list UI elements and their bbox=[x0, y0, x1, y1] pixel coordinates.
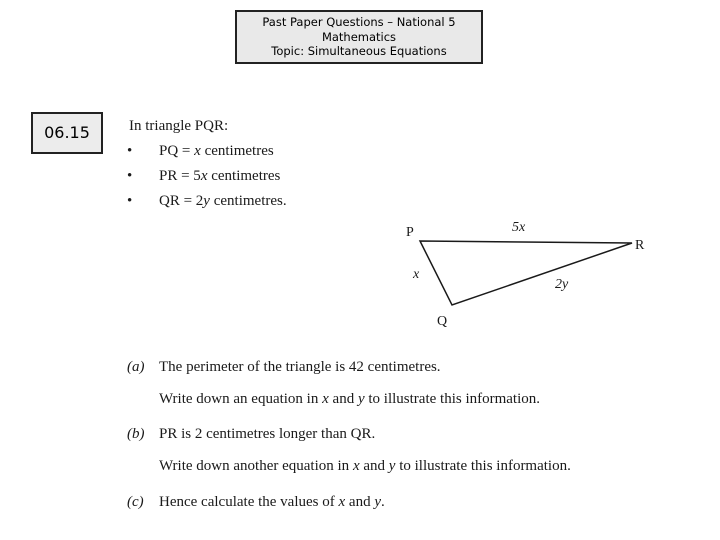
vertex-r-label: R bbox=[635, 238, 645, 253]
part-a-marker: (a) bbox=[127, 359, 145, 375]
part-b-line-1: PR is 2 centimetres longer than QR. bbox=[159, 426, 376, 442]
question-number-box: 06.15 bbox=[31, 112, 103, 154]
bullet-marker: • bbox=[127, 168, 133, 184]
vertex-p-label: P bbox=[406, 225, 414, 240]
bullet-pq: PQ = x centimetres bbox=[159, 143, 274, 159]
part-c-line-1: Hence calculate the values of x and y. bbox=[159, 494, 385, 510]
part-a-line-2: Write down an equation in x and y to illustrate this information. bbox=[159, 391, 541, 407]
part-a-line-1: The perimeter of the triangle is 42 centimetres. bbox=[159, 359, 441, 375]
side-qr-label: 2y bbox=[555, 277, 569, 292]
vertex-q-label: Q bbox=[437, 314, 448, 329]
bullet-marker: • bbox=[127, 193, 133, 209]
bullet-pr: PR = 5x centimetres bbox=[159, 168, 281, 184]
part-c-marker: (c) bbox=[127, 494, 144, 510]
bullet-qr: QR = 2y centimetres. bbox=[159, 193, 287, 209]
side-pq-label: x bbox=[413, 267, 420, 282]
side-pr-label: 5x bbox=[512, 220, 526, 235]
header-line-3: Topic: Simultaneous Equations bbox=[271, 44, 447, 58]
part-b-line-2: Write down another equation in x and y to illustrate this information. bbox=[159, 458, 571, 474]
bullet-marker: • bbox=[127, 143, 133, 159]
question-intro: In triangle PQR: bbox=[129, 118, 229, 134]
part-b-marker: (b) bbox=[127, 426, 145, 442]
header-line-2: Mathematics bbox=[321, 29, 397, 44]
header-line-1: Past Paper Questions – National 5 bbox=[262, 15, 456, 29]
triangle-pqr bbox=[420, 241, 632, 305]
